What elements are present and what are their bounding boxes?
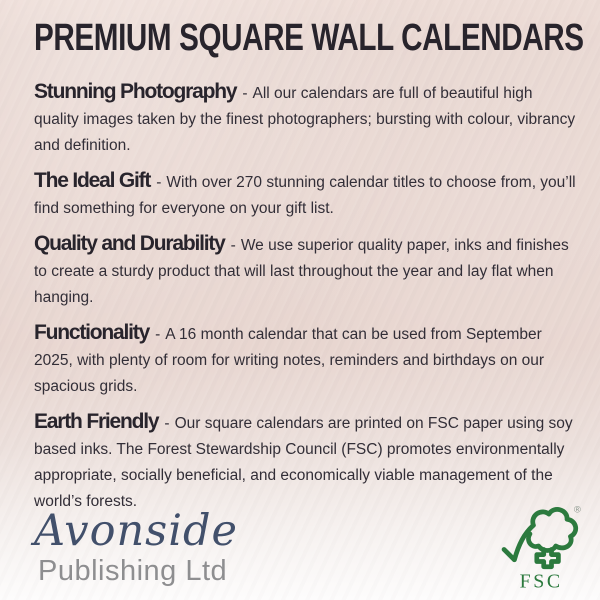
publisher-name-sub: Publishing Ltd xyxy=(38,554,228,587)
heading-separator: - xyxy=(242,84,248,102)
feature-body: We use superior quality paper, inks and finishes to create a sturdy product that will last throughout the year and lay flat when hanging. xyxy=(34,236,569,306)
feature-body: Our square calendars are printed on FSC paper using soy based inks. The Forest Stewardship Council (FSC) promotes environmentally appropriate, socially beneficial, and economically viable management of the world’s forests. xyxy=(34,414,573,510)
heading-separator: - xyxy=(155,325,161,343)
feature-earth-friendly xyxy=(34,409,578,515)
fsc-label: FSC xyxy=(519,570,563,590)
feature-heading: Functionality xyxy=(34,320,150,344)
heading-separator: - xyxy=(156,173,162,191)
feature-heading: Quality and Durability xyxy=(34,231,225,255)
feature-heading: Stunning Photography xyxy=(34,79,237,103)
publisher-logo xyxy=(34,505,238,590)
page-title: PREMIUM SQUARE WALL CALENDARS xyxy=(34,17,584,59)
feature-body: With over 270 stunning calendar titles to choose from, you’ll find something for everyone on your gift list. xyxy=(34,173,576,217)
feature-body: All our calendars are full of beautiful high quality images taken by the finest photographers; bursting with colour, vibrancy and definition. xyxy=(34,84,576,154)
feature-stunning-photography xyxy=(34,79,578,159)
heading-separator: - xyxy=(164,414,170,432)
heading-separator: - xyxy=(230,236,236,254)
feature-ideal-gift xyxy=(34,168,578,222)
feature-heading: Earth Friendly xyxy=(34,409,159,433)
feature-body: A 16 month calendar that can be used from September 2025, with plenty of room for writing notes, reminders and birthdays on our spacious grids. xyxy=(34,325,545,395)
fsc-certification-logo xyxy=(498,502,586,590)
fsc-checkmark-tree-icon xyxy=(504,509,576,566)
footer xyxy=(34,502,586,590)
feature-quality-durability xyxy=(34,231,578,311)
feature-heading: The Ideal Gift xyxy=(34,168,151,192)
feature-functionality xyxy=(34,320,578,400)
publisher-name-script: Avonside xyxy=(34,505,238,556)
registered-trademark-icon: ® xyxy=(573,504,581,516)
